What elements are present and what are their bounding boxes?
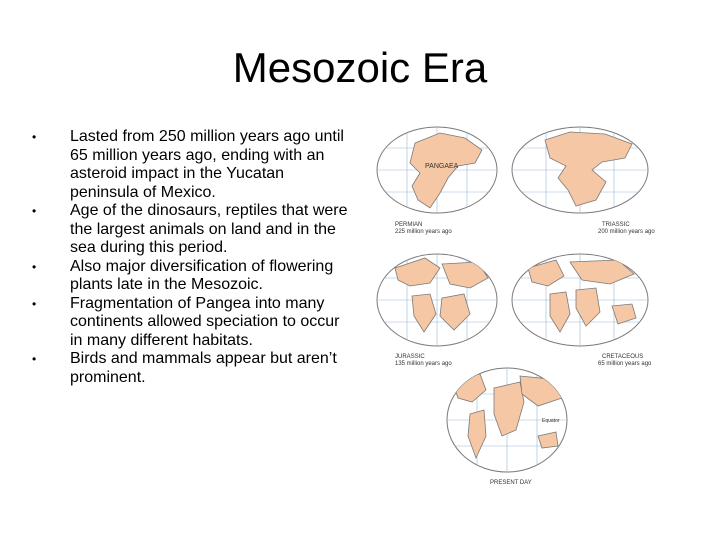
bullet-dot-icon: • xyxy=(32,204,37,218)
jurassic-name: JURASSIC xyxy=(395,354,425,360)
cretaceous-name: CRETACEOUS xyxy=(602,354,644,360)
bullet-dot-icon: • xyxy=(32,130,37,144)
bullet-dot-icon: • xyxy=(32,259,37,274)
triassic-map xyxy=(512,127,655,235)
bullet-item xyxy=(30,128,350,202)
bullet-item xyxy=(30,202,350,258)
bullet-text: Lasted from 250 million years ago until 65 million years ago, ending with an asteroid impact in the Yucatan peninsula of Mexico. xyxy=(70,128,344,201)
bullet-dot-icon: • xyxy=(32,352,37,366)
bullet-text: Also major diversification of flowering plants late in the Mesozoic. xyxy=(70,257,334,293)
cretaceous-map xyxy=(512,254,652,367)
bullet-text: Fragmentation of Pangea into many continents allowed speciation to occur in many different habitats. xyxy=(70,294,340,349)
cretaceous-age: 65 million years ago xyxy=(598,361,652,367)
present-day-name: PRESENT DAY xyxy=(490,480,532,486)
present-day-map xyxy=(447,368,567,486)
equator-label: Equator xyxy=(542,418,560,424)
permian-name: PERMIAN xyxy=(395,222,423,228)
triassic-name: TRIASSIC xyxy=(602,222,630,228)
bullet-text: Birds and mammals appear but aren’t prominent. xyxy=(70,350,337,386)
bullet-dot-icon: • xyxy=(32,296,37,311)
permian-age: 225 million years ago xyxy=(395,229,452,235)
triassic-age: 200 million years ago xyxy=(598,229,655,235)
slide-title: Mesozoic Era xyxy=(232,44,488,91)
permian-map xyxy=(377,127,497,235)
bullet-list xyxy=(30,128,350,387)
jurassic-map xyxy=(377,254,497,367)
pangaea-label: PANGAEA xyxy=(425,163,459,170)
bullet-item xyxy=(30,258,350,295)
bullet-text: Age of the dinosaurs, reptiles that were the largest animals on land and in the sea during this period. xyxy=(70,202,348,256)
bullet-item xyxy=(30,295,350,351)
bullet-item xyxy=(30,350,350,387)
jurassic-age: 135 million years ago xyxy=(395,361,452,367)
continental-drift-maps xyxy=(370,118,720,488)
